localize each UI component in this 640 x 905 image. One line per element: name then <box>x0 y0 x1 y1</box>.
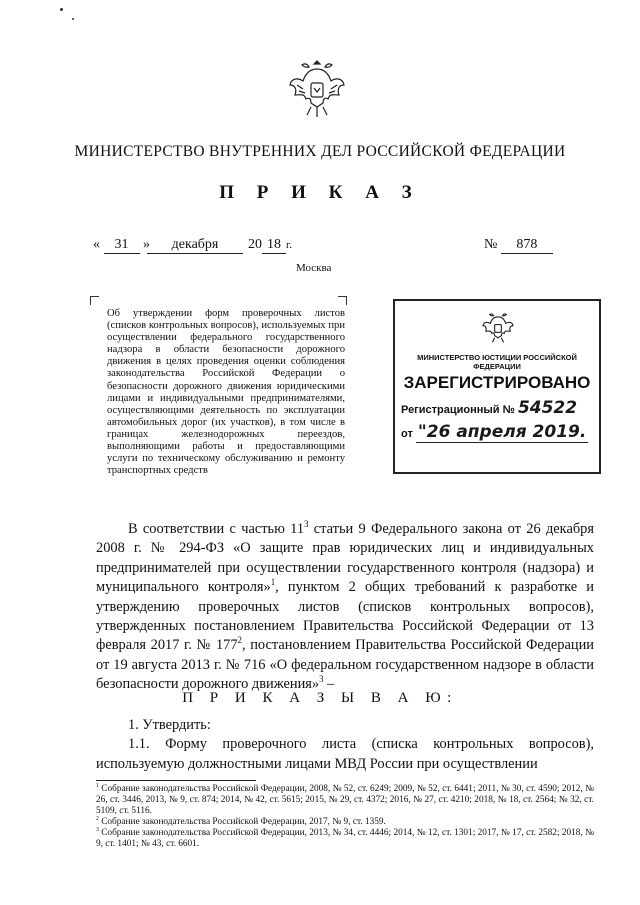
stamp-reg-date: "26 апреля 2019. <box>417 422 587 442</box>
order-items <box>96 716 594 774</box>
preamble-text-3: , пунктом 2 общих требований к разработке и утверждению проверочных листов (списков контрольных вопросов), утвержденных постановлением Правительства Российской Федерации от 13 февраля 2017 г. № 177 <box>96 579 594 654</box>
footnote-ref-1: 1 <box>270 577 276 588</box>
order-number-value: 878 <box>501 237 553 254</box>
preamble-sup-1: 3 <box>304 519 309 530</box>
footnote-1: Собрание законодательства Российской Федерации, 2008, № 52, ст. 6249; 2009, № 52, ст. 6441; 2011, № 30, ст. 4590; 2012, № 26, ст. 3446, 2013, № 9, ст. 874; 2014, № 42, ст. 5615; 2015, № 29, ст. 4372; 2016, № 27, ст. 4210; 2018, № 18, ст. 2564; № 32, ст. 5109, ст. 5116. <box>96 784 594 816</box>
preamble-text-2: статьи 9 Федерального закона от 26 декабря 2008 г. № 294-ФЗ «О защите прав юридических лиц и индивидуальных предпринимателей при осуществлении государственного контроля (надзора) и муниципального контроля» <box>96 521 594 596</box>
preamble-text-1: В соответствии с частью 11 <box>128 521 305 537</box>
stamp-ministry: МИНИСТЕРСТВО ЮСТИЦИИ РОССИЙСКОЙ ФЕДЕРАЦИИ <box>417 353 577 371</box>
stamp-reg-line <box>401 398 595 418</box>
preamble-text-5: – <box>323 676 335 693</box>
order-word: П Р И К А З Ы В А Ю: <box>182 690 458 706</box>
date-year-unit: г. <box>286 239 293 251</box>
date-line <box>93 237 150 254</box>
stamp-emblem-icon <box>481 309 515 349</box>
footnote-ref-3: 3 <box>319 674 324 685</box>
footnotes <box>96 784 594 849</box>
scan-speck <box>60 8 63 11</box>
preamble <box>96 520 594 695</box>
item-1: 1. Утвердить: <box>128 717 211 733</box>
date-close-quote: » <box>143 237 150 252</box>
footnote-3-number: 3 <box>96 826 99 833</box>
coat-of-arms-icon <box>287 55 347 127</box>
preamble-text-4: , постановлением Правительства Российской Федерации от 19 августа 2013 г. № 716 «О федеральном государственном надзоре в области безопасности дорожного движения» <box>96 637 594 693</box>
date-day: 31 <box>104 237 140 254</box>
document-title: П Р И К А З <box>219 182 421 203</box>
date-year-wrap <box>248 237 292 254</box>
footnote-2-number: 2 <box>96 815 99 822</box>
date-open-quote: « <box>93 237 100 252</box>
order-number-label: № <box>484 237 498 252</box>
order-number <box>484 237 553 254</box>
footnote-divider <box>96 780 256 781</box>
stamp-reg-label: Регистрационный № <box>401 404 515 416</box>
footnote-3: Собрание законодательства Российской Федерации, 2013, № 34, ст. 4446; 2014, № 12, ст. 1301; 2017, № 17, ст. 2582; 2018, № 9, ст. 1401; № 43, ст. 6601. <box>96 827 594 849</box>
date-month: декабря <box>147 237 243 254</box>
footnote-ref-2: 2 <box>237 635 242 646</box>
scan-speck <box>72 18 74 20</box>
subject-corner-right <box>338 296 347 305</box>
subject-corner-left <box>90 296 99 305</box>
footnote-2: Собрание законодательства Российской Федерации, 2017, № 9, ст. 1359. <box>98 816 386 827</box>
stamp-from-label: от <box>401 428 413 440</box>
registration-stamp <box>393 299 601 474</box>
ministry-header: МИНИСТЕРСТВО ВНУТРЕННИХ ДЕЛ РОССИЙСКОЙ ФЕДЕРАЦИИ <box>74 143 566 160</box>
item-1-1: 1.1. Форму проверочного листа (списка контрольных вопросов), используемую должностными лицами МВД России при осуществлении <box>96 736 594 772</box>
footnote-1-number: 1 <box>96 782 99 789</box>
stamp-date-line <box>401 422 595 442</box>
date-month-wrap <box>147 237 243 254</box>
city: Москва <box>296 262 332 274</box>
date-year-prefix: 20 <box>248 237 262 252</box>
stamp-registered: ЗАРЕГИСТРИРОВАНО <box>403 373 591 392</box>
stamp-reg-number: 54522 <box>517 398 578 418</box>
order-subject: Об утверждении форм проверочных листов (списков контрольных вопросов), используемых при осуществлении федерального государственного надзора в области безопасности дорожного движения в целях проведения оценки соблюдения законодательства Российской Федерации о безопасности дорожного движения юридическими лицами и индивидуальными предпринимателями, осуществляющими деятельность по эксплуатации автомобильных дорог (их участков), в том числе в границах железнодорожных переездов, выполняющими работы и предоставляющими услуги по техническому обслуживанию и ремонту транспортных средств <box>107 308 345 477</box>
date-year-suffix: 18 <box>262 237 286 254</box>
